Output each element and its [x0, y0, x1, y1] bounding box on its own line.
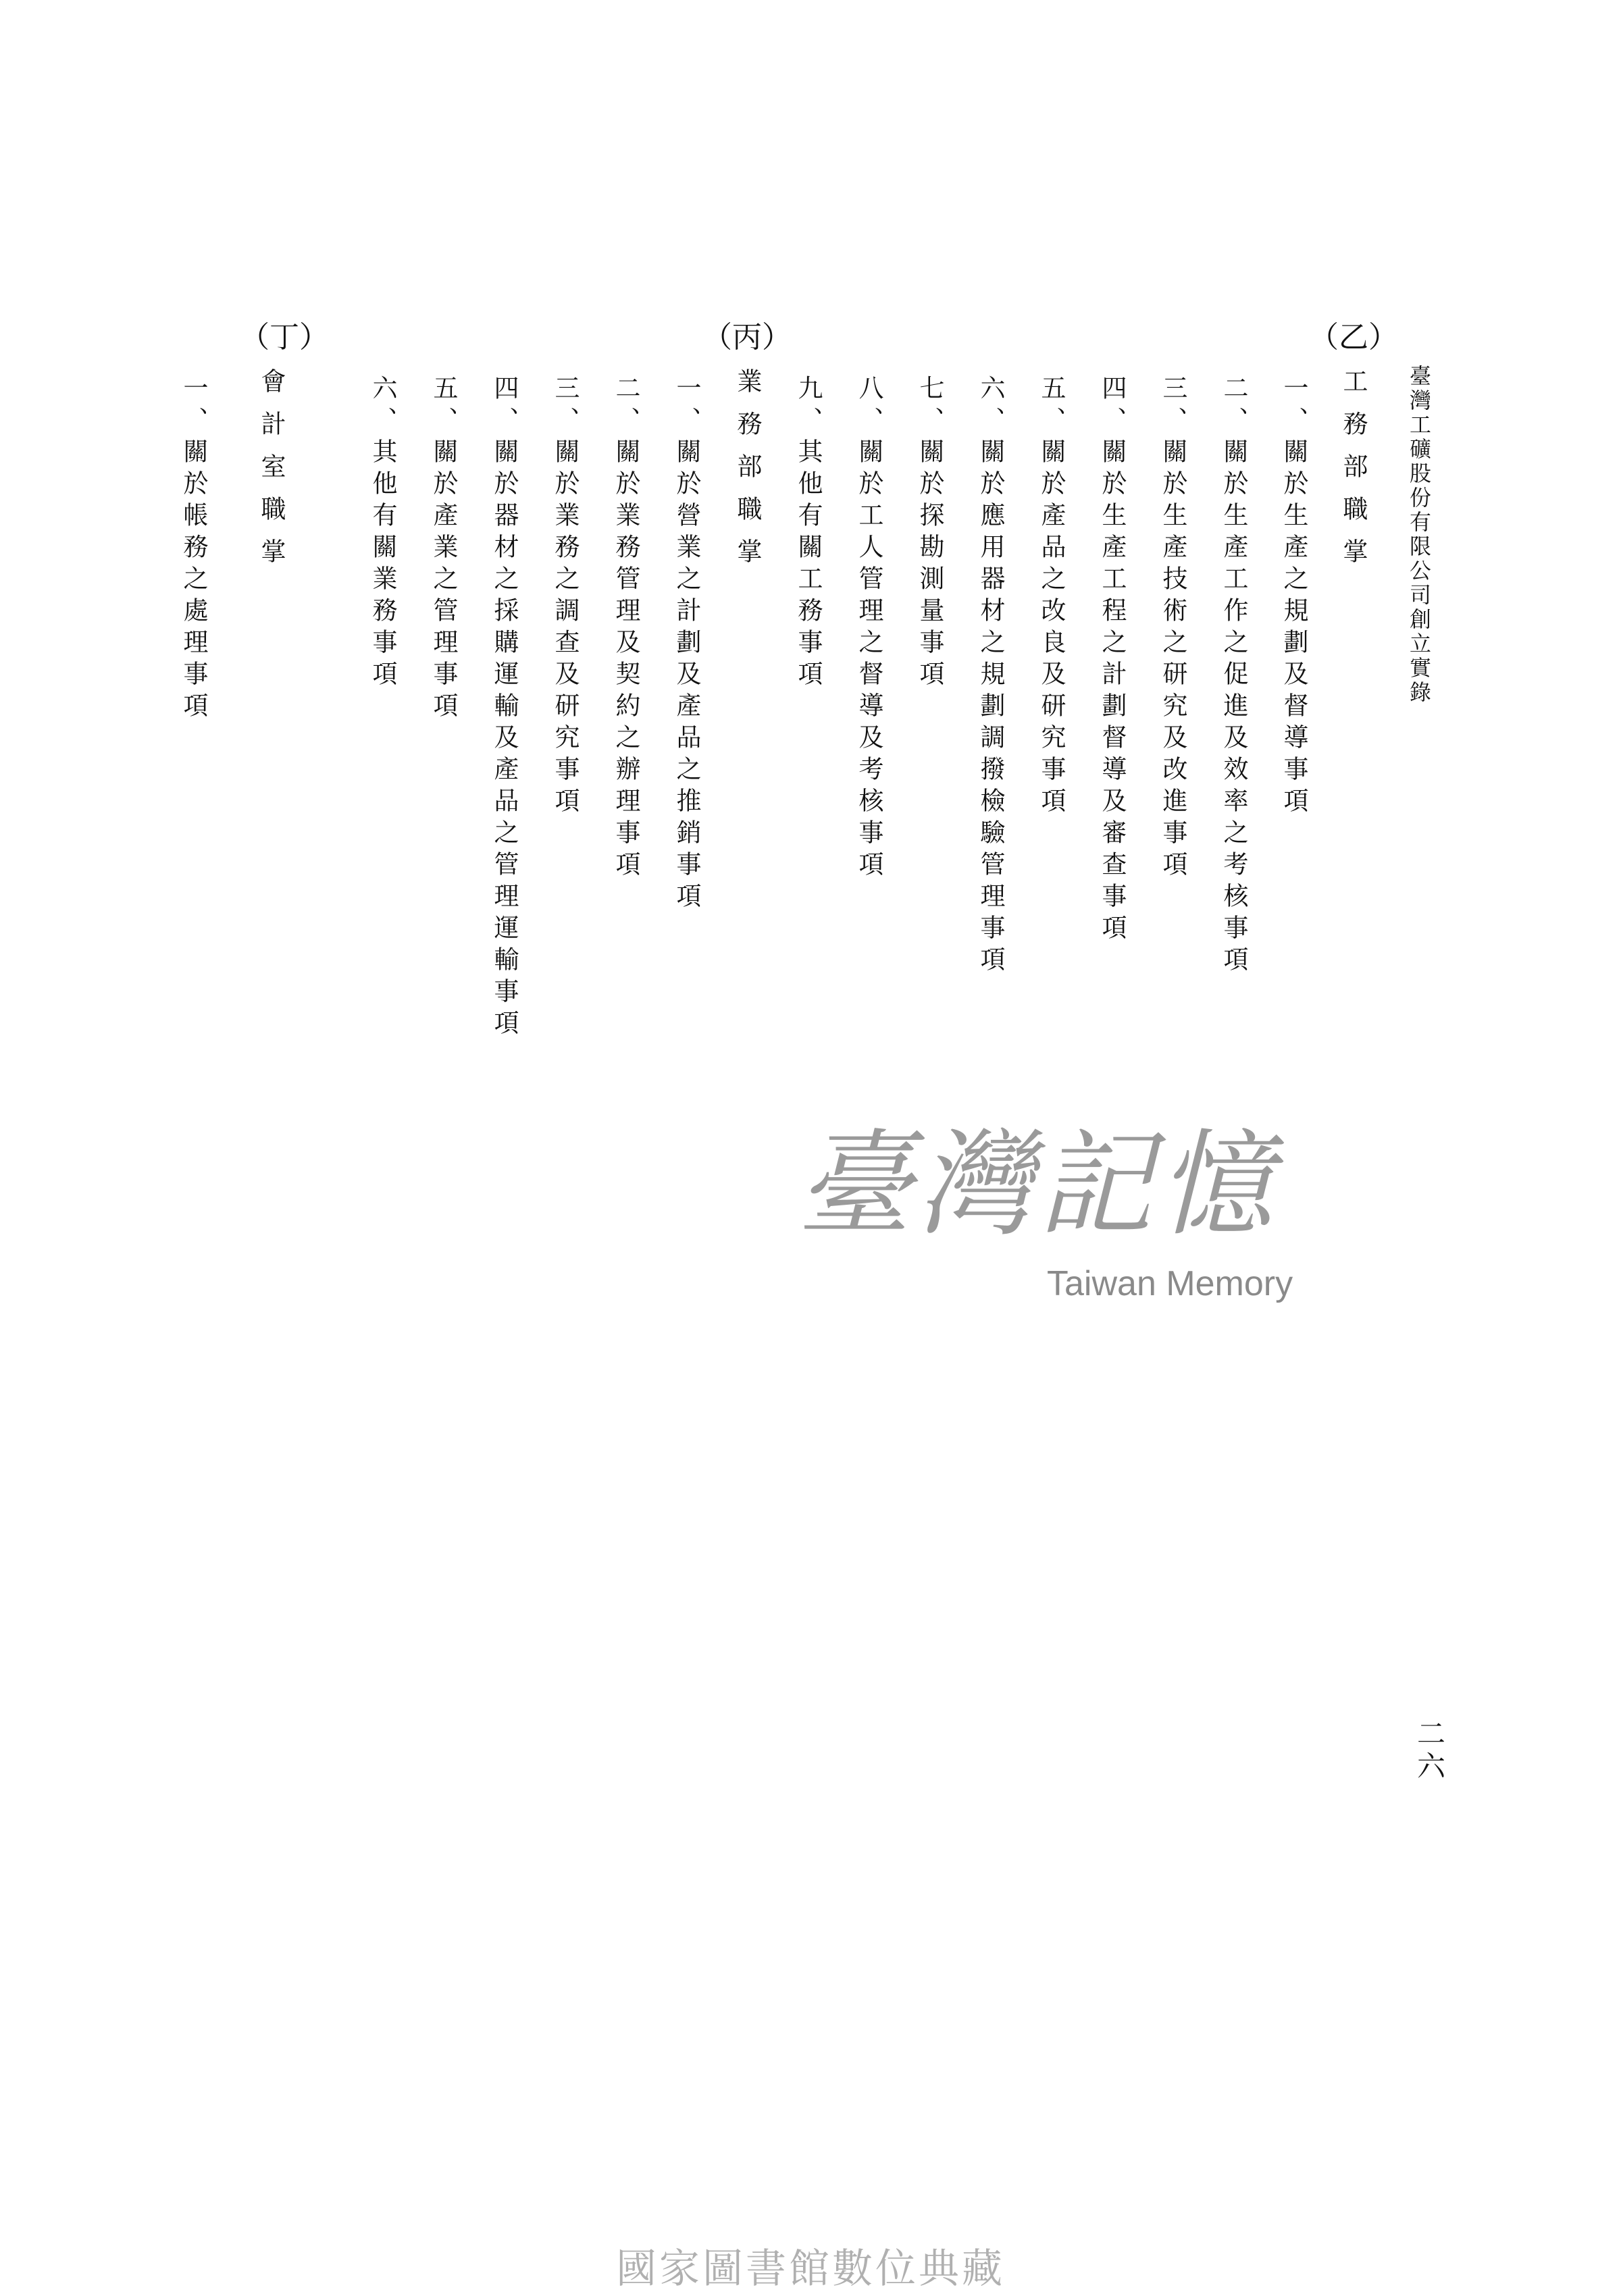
list-item: 一、關於生產之規劃及督導事項 [1279, 375, 1308, 819]
section-title-yi: 工務部職掌 [1339, 368, 1368, 581]
list-item: 一、關於營業之計劃及產品之推銷事項 [672, 375, 701, 914]
taiwan-memory-watermark [797, 1118, 1297, 1330]
list-item: 二、關於生產工作之促進及效率之考核事項 [1219, 375, 1248, 978]
section-label-yi: （乙） [1309, 320, 1398, 355]
list-item: 六、關於應用器材之規劃調撥檢驗管理事項 [976, 375, 1005, 978]
list-item: 五、關於產品之改良及研究事項 [1037, 375, 1066, 819]
watermark-en-text: Taiwan Memory [1047, 1264, 1293, 1303]
list-item: 五、關於產業之管理事項 [429, 375, 458, 724]
list-item: 七、關於探勘測量事項 [915, 375, 944, 692]
list-item: 二、關於業務管理及契約之辦理事項 [611, 375, 640, 883]
list-item: 一、關於帳務之處理事項 [179, 375, 208, 724]
list-item: 三、關於生產技術之研究及改進事項 [1158, 375, 1187, 883]
library-footer: 國家圖書館數位典藏 [616, 2245, 1005, 2293]
section-title-ding: 會計室職掌 [257, 368, 286, 581]
list-item: 九、其他有關工務事項 [794, 375, 823, 692]
running-header: 臺灣工礦股份有限公司創立實錄 [1406, 365, 1432, 705]
page-number: 二六 [1413, 1719, 1446, 1783]
section-label-bing: （丙） [702, 320, 792, 355]
list-item: 八、關於工人管理之督導及考核事項 [854, 375, 883, 883]
list-item: 三、關於業務之調查及研究事項 [550, 375, 580, 819]
section-label-ding: （丁） [240, 320, 329, 355]
list-item: 四、關於生產工程之計劃督導及審查事項 [1098, 375, 1127, 946]
section-title-bing: 業務部職掌 [733, 368, 762, 581]
list-item: 四、關於器材之採購運輸及產品之管理運輸事項 [490, 375, 519, 1041]
list-item: 六、其他有關業務事項 [368, 375, 397, 692]
watermark-cjk-text: 臺灣記憶 [797, 1118, 1279, 1252]
